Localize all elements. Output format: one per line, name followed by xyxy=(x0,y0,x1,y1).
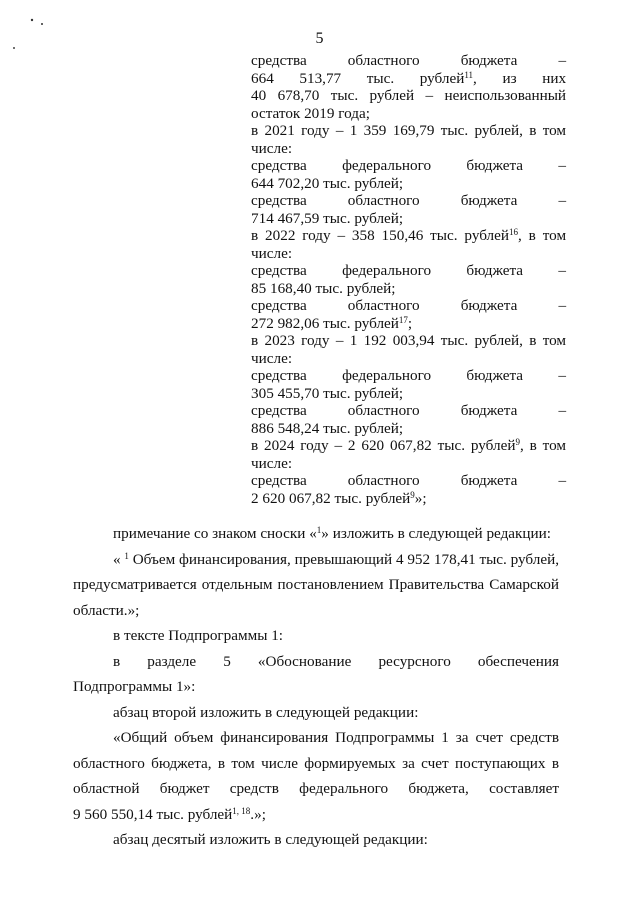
budget-line: 85 168,40 тыс. рублей; xyxy=(251,279,396,297)
budget-line: 664 513,77 тыс. рублей$^{11}$, из них xyxy=(251,69,567,87)
budget-line: средства федерального бюджета – xyxy=(251,157,567,174)
budget-line: средства областного бюджета – xyxy=(251,402,567,419)
budget-line: средства федерального бюджета – xyxy=(251,262,567,279)
footnote-ref: рублей$^{11}$, xyxy=(419,69,477,87)
paragraph-tenth-abzac: абзац десятый изложить в следующей редакции: xyxy=(113,831,428,848)
budget-line: 2 620 067,82 тыс. рублей$^9$»; xyxy=(251,489,427,507)
scan-dot xyxy=(31,19,33,21)
paragraph-quote: «Общий объем финансирования Подпрограммы 1 за счет средств областного бюджета, в том числе формируемых за счет поступающих в областной бюджет средств федерального бюджета, составляет 9 560 550,14 тыс. рублей$^{1, 18}$.»; xyxy=(73,729,559,823)
budget-line: в 2023 году – 1 192 003,94 тыс. рублей, в том xyxy=(251,332,567,349)
footnote-ref: рублей$^9$, xyxy=(470,437,524,454)
budget-line: средства областного бюджета – xyxy=(251,297,567,314)
scan-dot xyxy=(41,23,43,25)
budget-line: 305 455,70 тыс. рублей; xyxy=(251,384,404,402)
budget-line: средства федерального бюджета – xyxy=(251,367,567,384)
paragraph-note-heading: примечание со знаком сноски «$^1$» изложить в следующей редакции: xyxy=(113,525,552,542)
paragraph-second-abzac: абзац второй изложить в следующей редакции: xyxy=(113,703,419,721)
paragraph-section: в разделе 5 «Обоснование ресурсного обеспечения Подпрограммы 1»: xyxy=(73,652,559,695)
budget-line: в 2024 году – 2 620 067,82 тыс. рублей$^9$, в том xyxy=(251,437,567,454)
budget-line: 644 702,20 тыс. рублей; xyxy=(251,174,404,192)
paragraph-note-text: « $^1$ Объем финансирования, превышающий 4 952 178,41 тыс. рублей, предусматривается отдельным постановлением Правительства Самарской области.»; xyxy=(73,550,560,619)
budget-line: средства областного бюджета – xyxy=(251,52,567,69)
page-number: 5 xyxy=(315,30,324,47)
budget-line: 714 467,59 тыс. рублей; xyxy=(251,209,404,227)
scan-dot xyxy=(13,47,15,49)
budget-line: числе: xyxy=(251,244,293,262)
paragraph-subprogram: в тексте Подпрограммы 1: xyxy=(113,627,284,644)
budget-line: числе: xyxy=(251,139,293,157)
budget-line: 886 548,24 тыс. рублей; xyxy=(251,419,404,437)
budget-line: средства областного бюджета – xyxy=(251,192,567,209)
budget-line: в 2021 году – 1 359 169,79 тыс. рублей, в том xyxy=(251,122,567,139)
budget-line: в 2022 году – 358 150,46 тыс. рублей$^{16}$, в том xyxy=(251,227,567,244)
budget-line: 272 982,06 тыс. рублей$^{17}$; xyxy=(251,314,413,332)
budget-line: остаток 2019 года; xyxy=(251,104,370,122)
budget-line: средства областного бюджета – xyxy=(251,472,567,489)
budget-line: 40 678,70 тыс. рублей – неиспользованный xyxy=(251,87,567,104)
footnote-ref: рублей$^{16}$, xyxy=(464,227,522,244)
budget-line: числе: xyxy=(251,454,293,472)
budget-line: числе: xyxy=(251,349,293,367)
